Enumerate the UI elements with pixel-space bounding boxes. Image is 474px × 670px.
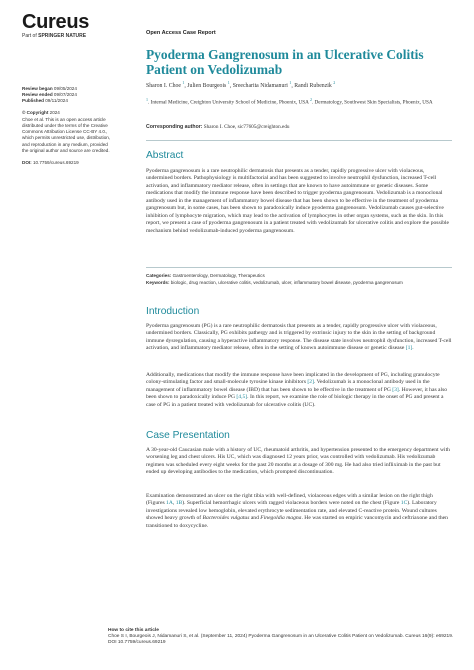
copyright-label: © Copyright — [22, 109, 49, 115]
journal-sub-prefix: Part of — [22, 33, 39, 39]
keywords-row — [146, 280, 452, 286]
keywords-label: Keywords: — [146, 280, 170, 285]
intro-p2-c: . However, it has also been shown to paradoxically induce PG — [146, 386, 448, 401]
citation-footer — [108, 628, 458, 647]
doi-row — [22, 160, 114, 166]
report-type: Open Access Case Report — [146, 30, 216, 36]
intro-p1-text: Pyoderma gangrenosum (PG) is a rare neutrophilic dermatosis that presents as a tender, rapidly progressive ulcer with violaceous, undermined borders. Classically, PG exhibits pathergy and is triggered by extrinsic injury to the skin in the setting of background immune dysregulation, causing a hyperactive inflammatory response. The disease state involves neutrophil dysfunction, increased T-cell activation, and inflammatory mediator release, often in the setting of known autoimmune disease or genetic disease — [146, 323, 452, 352]
copyright-year: 2024 — [49, 109, 60, 115]
copyright-heading — [22, 110, 114, 116]
author-name[interactable]: Sharon I. Choe — [146, 82, 181, 89]
reference-link[interactable]: [3] — [392, 386, 399, 393]
case-p2-d: ). Laboratory investigations revealed low hemoglobin, elevated erythrocyte sedimentation rate, and elevated C-reactive protein. Wound cultures showed heavy growth of — [146, 500, 437, 522]
author-name[interactable]: Randi Rubenzik — [294, 82, 332, 89]
abstract-heading: Abstract — [146, 150, 184, 161]
organism-name: Finegoldia magna — [260, 515, 302, 522]
affiliation-text: Internal Medicine, Creighton University School of Medicine, Phoenix, USA — [150, 99, 309, 106]
author-affiliation-mark: 1 — [289, 80, 292, 85]
keywords-value: biologic, drug reaction, ulcerative colitis, vedolizumab, ulcer, inflammatory bowel disease, pyoderma gangrenosum — [170, 280, 403, 285]
abstract-text: Pyoderma gangrenosum is a rare neutrophilic dermatosis that presents as a tender, rapidly progressive ulcer with violaceous, undermined borders. Pathophysiology is multifactorial and has been suggested to involve neutrophil dysfunction, increased T-cell activation, and inflammatory mediator release, often in settings that are known to have autoimmune or genetic diseases. Some medications that modify the immune response have been described to trigger pyoderma gangrenosum. Vedolizumab is a monoclonal antibody used in the management of inflammatory bowel disease that has been shown to be effective in the treatment of pyoderma gangrenosum but, in some cases, has been shown to paradoxically induce pyoderma gangrenosum. Vedolizumab causes gut-selective inhibition of lymphocyte migration, which may lead to the activation of lymphocytes in other organ systems, such as the skin. In this report, we present a case of pyoderma gangrenosum in a patient treated with vedolizumab for ulcerative colitis and explore the possible mechanism behind vedolizumab-induced pyoderma gangrenosum. — [146, 168, 450, 234]
review-dates — [22, 86, 114, 105]
corresponding-label: Corresponding author: — [146, 124, 203, 130]
author-affiliation-mark: 1 — [227, 80, 230, 85]
journal-name: Cureus — [22, 11, 90, 33]
divider — [146, 267, 452, 268]
case-p2-b: , — [172, 500, 176, 507]
author-list: Sharon I. Choe $^1$, Julien Bourgeois $^1$, Sreecharita Nidamanuri $^1$, Randi Rubenzik $^2$ — [146, 80, 336, 89]
author-affiliation-mark: 2 — [333, 80, 336, 85]
journal-affiliation — [22, 33, 89, 39]
introduction-paragraph-2 — [146, 372, 452, 409]
journal-sub-brand: SPRINGER NATURE — [38, 33, 87, 39]
intro-p2-a: Additionally, medications that modify the immune response have been implicated in the development of PG, including granulocyte colony-stimulating factor and small-molecule tyrosine kinase inhibitors — [146, 372, 440, 386]
corresponding-author — [146, 124, 446, 130]
intro-p2-b: . Vedolizumab is a monoclonal antibody used in the management of inflammatory bowel disease (IBD) that has been shown to be effective in the treatment of PG — [146, 379, 430, 393]
doi-label: DOI: — [22, 160, 32, 166]
reference-link[interactable]: [2] — [307, 379, 314, 386]
review-ended-label: Review ended — [22, 92, 53, 98]
case-p2-f: . He was started on empiric vancomycin and ceftriaxone and then transitioned to doxycycline. — [146, 515, 448, 529]
affiliation-number: 2 — [309, 97, 312, 102]
journal-logo — [22, 12, 89, 39]
case-presentation-heading: Case Presentation — [146, 430, 230, 441]
author-name[interactable]: Sreecharita Nidamanuri — [232, 82, 288, 89]
license-text: Choe et al. This is an open access article distributed under the terms of the Creative Commons Attribution License CC-BY 4.0., which permits unrestricted use, distribution, and reproduction in any medium, provided the original author and source are credited. — [22, 116, 111, 153]
review-began-date: 09/05/2024 — [53, 86, 77, 91]
published-label: Published — [22, 98, 44, 104]
doi-value[interactable]: 10.7759/cureus.69219 — [32, 160, 79, 166]
introduction-heading: Introduction — [146, 306, 200, 317]
figure-link[interactable]: 1C — [400, 500, 408, 507]
article-title: Pyoderma Gangrenosum in an Ulcerative Colitis Patient on Vedolizumab — [146, 47, 424, 77]
divider — [146, 140, 452, 141]
categories-row — [146, 273, 452, 279]
figure-link[interactable]: 1B — [175, 500, 183, 507]
affiliation-number: 1 — [146, 97, 148, 102]
figure-link[interactable]: 1A — [166, 500, 173, 507]
introduction-paragraph-1: Pyoderma gangrenosum (PG) is a rare neutrophilic dermatosis that presents as a tender, rapidly progressive ulcer with violaceous, undermined borders. Classically, PG exhibits pathergy and is triggered by extrinsic injury to the skin in the setting of background immune dysregulation, causing a hyperactive inflammatory response. The disease state involves neutrophil dysfunction, increased T-cell activation, and inflammatory mediator release, often in the setting of known autoimmune disease or genetic disease [1]. — [146, 323, 452, 352]
case-paragraph-2 — [146, 493, 452, 530]
citation-heading: How to cite this article — [108, 628, 159, 633]
organism-name: Bacteroides vulgatus — [202, 515, 250, 522]
reference-link[interactable]: [4,5] — [236, 394, 248, 401]
citation-text: Choe S I, Bourgeois J, Nidamanuri S, et al. (September 11, 2024) Pyoderma Gangrenosum in an Ulcerative Colitis Patient on Vedolizumab. Cureus 16(9): e69219. DOI 10.7759/cureus.69219 — [108, 634, 454, 646]
review-began-label: Review began — [22, 86, 53, 91]
case-paragraph-1: A 30-year-old Caucasian male with a history of UC, rheumatoid arthritis, and hypertension presented to the emergency department with worsening leg and chest ulcers. His UC, which was diagnosed 12 years prior, was controlled with vedolizumab. His vedolizumab regimen was scheduled every eight weeks for the past 20 months at a dosage of 300 mg. He had also tried infliximab in the past but ended up developing antibodies to the medication, which prompted discontinuation. — [146, 447, 450, 476]
case-p2-e: and — [249, 515, 261, 522]
case-p2-c: ). Superficial hemorrhagic ulcers with ragged violaceous borders were noted on the chest (Figure — [182, 500, 401, 507]
author-name[interactable]: Julien Bourgeois — [187, 82, 227, 89]
case-p2-a: Examination demonstrated an ulcer on the right tibia with well-defined, violaceous edges with a similar lesion on the right thigh (Figures — [146, 493, 433, 507]
categories-value: Gastroenterology, Dermatology, Therapeutics — [172, 273, 265, 278]
review-ended-date: 09/07/2024 — [53, 92, 77, 98]
categories-label: Categories: — [146, 273, 172, 278]
author-affiliation-mark: 1 — [182, 80, 185, 85]
affiliation-text: Dermatology, Southwest Skin Specialists, Phoenix, USA — [314, 99, 433, 106]
corresponding-author-contact[interactable]: Sharon I. Choe, sic77605@creighton.edu — [203, 124, 290, 130]
published-row — [22, 98, 114, 104]
article-sidebar — [22, 86, 114, 166]
published-date: 09/11/2024 — [45, 98, 68, 104]
affiliations: $^1$. Internal Medicine, Creighton University School of Medicine, Phoenix, USA $^2$. Dermatology, Southwest Skin Specialists, Phoenix, USA — [146, 97, 433, 106]
reference-link[interactable]: [1] — [405, 345, 413, 352]
intro-p2-d: . In this report, we examine the role of biologic therapy in the onset of PG and present a case of PG in a patient treated with vedolizumab for ulcerative colitis (UC). — [146, 394, 444, 408]
